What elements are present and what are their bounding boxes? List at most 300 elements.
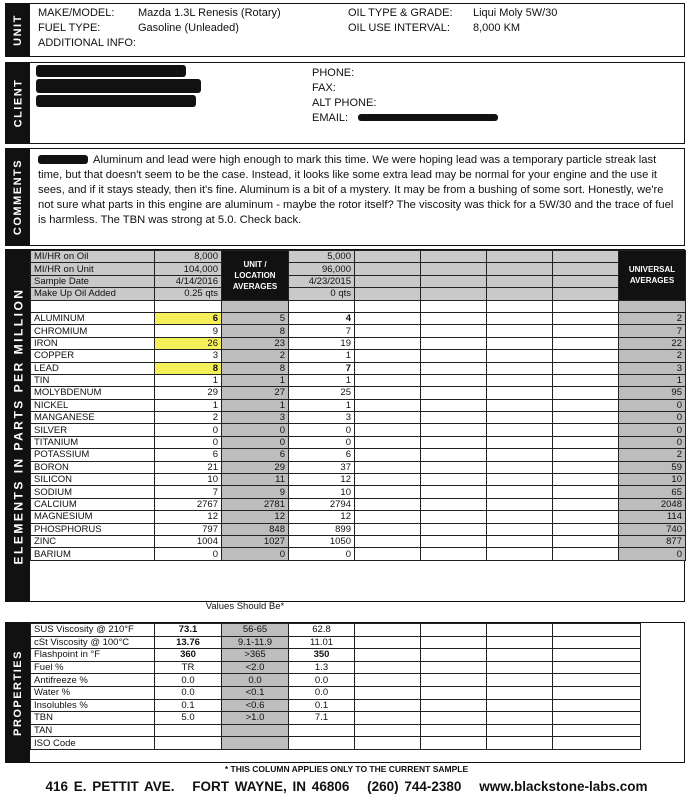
empty-cell [421, 412, 487, 424]
property-should-be: >365 [222, 649, 289, 662]
element-row [31, 312, 686, 324]
element-name: TITANIUM [31, 436, 155, 448]
property-name: Fuel % [31, 661, 155, 674]
element-unit-average: 1027 [222, 535, 289, 547]
info-row [31, 288, 686, 300]
element-universal-average: 2 [619, 312, 686, 324]
element-previous-value: 0 [289, 436, 355, 448]
empty-cell [355, 436, 421, 448]
empty-cell [487, 636, 553, 649]
element-previous-value: 899 [289, 523, 355, 535]
empty-cell [487, 362, 553, 374]
property-row [31, 712, 641, 725]
property-name: SUS Viscosity @ 210°F [31, 624, 155, 637]
element-name: NICKEL [31, 399, 155, 411]
empty-cell [487, 251, 553, 263]
empty-cell [487, 686, 553, 699]
empty-cell [355, 511, 421, 523]
client-section [5, 62, 685, 144]
element-current-value: 12 [155, 511, 222, 523]
empty-cell [421, 535, 487, 547]
element-unit-average: 5 [222, 312, 289, 324]
element-unit-average: 9 [222, 486, 289, 498]
empty-cell [487, 424, 553, 436]
empty-cell [421, 737, 487, 750]
empty-cell [355, 674, 421, 687]
redacted-email [358, 114, 498, 121]
property-current-value: 5.0 [155, 712, 222, 725]
empty-cell [222, 300, 289, 312]
empty-cell [355, 548, 421, 560]
values-should-be-header: Values Should Be* [205, 601, 285, 612]
element-current-value: 10 [155, 474, 222, 486]
property-name: cSt Viscosity @ 100°C [31, 636, 155, 649]
element-row [31, 449, 686, 461]
empty-cell [487, 275, 553, 287]
element-current-value: 3 [155, 350, 222, 362]
empty-cell [487, 511, 553, 523]
empty-cell [487, 624, 553, 637]
property-should-be [222, 737, 289, 750]
empty-cell [553, 498, 619, 510]
empty-cell [355, 449, 421, 461]
empty-cell [487, 436, 553, 448]
element-row [31, 523, 686, 535]
property-previous-value: 0.0 [289, 674, 355, 687]
property-previous-value: 7.1 [289, 712, 355, 725]
element-universal-average: 0 [619, 399, 686, 411]
element-current-value: 0 [155, 548, 222, 560]
element-name: ZINC [31, 535, 155, 547]
info-label: MI/HR on Unit [31, 263, 155, 275]
empty-cell [421, 325, 487, 337]
element-previous-value: 0 [289, 424, 355, 436]
empty-cell [553, 712, 641, 725]
element-row [31, 362, 686, 374]
info-current-value: 104,000 [155, 263, 222, 275]
element-current-value: 7 [155, 486, 222, 498]
empty-cell [553, 535, 619, 547]
element-row [31, 337, 686, 349]
info-previous-value: 5,000 [289, 251, 355, 263]
property-current-value: 73.1 [155, 624, 222, 637]
empty-cell [487, 312, 553, 324]
empty-cell [487, 712, 553, 725]
empty-cell [421, 486, 487, 498]
empty-cell [553, 449, 619, 461]
empty-cell [487, 399, 553, 411]
element-name: MOLYBDENUM [31, 387, 155, 399]
empty-cell [421, 724, 487, 737]
element-universal-average: 7 [619, 325, 686, 337]
property-current-value: 0.0 [155, 674, 222, 687]
empty-cell [421, 399, 487, 411]
element-unit-average: 0 [222, 424, 289, 436]
empty-cell [355, 412, 421, 424]
email-field: EMAIL: [312, 112, 349, 124]
empty-cell [553, 724, 641, 737]
empty-cell [553, 548, 619, 560]
element-universal-average: 1 [619, 374, 686, 386]
element-unit-average: 848 [222, 523, 289, 535]
element-current-value: 6 [155, 312, 222, 324]
additional-info-field: ADDITIONAL INFO: [38, 37, 136, 49]
element-name: ALUMINUM [31, 312, 155, 324]
property-previous-value: 0.1 [289, 699, 355, 712]
empty-cell [421, 461, 487, 473]
element-row [31, 436, 686, 448]
empty-cell [421, 523, 487, 535]
empty-cell [421, 686, 487, 699]
empty-cell [355, 474, 421, 486]
property-row [31, 661, 641, 674]
empty-cell [487, 523, 553, 535]
element-current-value: 6 [155, 449, 222, 461]
property-row [31, 724, 641, 737]
elements-table [30, 250, 686, 561]
fax-field: FAX: [312, 82, 336, 94]
spacer-row [31, 300, 686, 312]
element-current-value: 21 [155, 461, 222, 473]
empty-cell [421, 511, 487, 523]
empty-cell [355, 350, 421, 362]
info-previous-value: 0 qts [289, 288, 355, 300]
empty-cell [421, 449, 487, 461]
empty-cell [553, 288, 619, 300]
empty-cell [487, 461, 553, 473]
empty-cell [355, 712, 421, 725]
element-current-value: 1004 [155, 535, 222, 547]
element-name: CALCIUM [31, 498, 155, 510]
element-universal-average: 3 [619, 362, 686, 374]
element-previous-value: 1050 [289, 535, 355, 547]
element-unit-average: 23 [222, 337, 289, 349]
alt-phone-field: ALT PHONE: [312, 97, 377, 109]
element-current-value: 8 [155, 362, 222, 374]
property-row [31, 686, 641, 699]
empty-cell [553, 624, 641, 637]
element-current-value: 9 [155, 325, 222, 337]
universal-averages-header: UNIVERSAL AVERAGES [619, 251, 686, 301]
element-current-value: 29 [155, 387, 222, 399]
element-name: BORON [31, 461, 155, 473]
property-row [31, 674, 641, 687]
empty-cell [421, 649, 487, 662]
empty-cell [553, 686, 641, 699]
client-section-label: CLIENT [6, 63, 30, 143]
element-universal-average: 22 [619, 337, 686, 349]
empty-cell [421, 350, 487, 362]
property-name: Water % [31, 686, 155, 699]
element-previous-value: 7 [289, 362, 355, 374]
empty-cell [355, 737, 421, 750]
element-universal-average: 2 [619, 449, 686, 461]
property-name: Flashpoint in °F [31, 649, 155, 662]
empty-cell [355, 337, 421, 349]
element-unit-average: 27 [222, 387, 289, 399]
empty-cell [487, 548, 553, 560]
element-row [31, 461, 686, 473]
empty-cell [487, 674, 553, 687]
property-current-value: 13.76 [155, 636, 222, 649]
property-should-be: <0.6 [222, 699, 289, 712]
element-unit-average: 12 [222, 511, 289, 523]
element-name: TIN [31, 374, 155, 386]
property-current-value: 0.0 [155, 686, 222, 699]
empty-cell [553, 649, 641, 662]
empty-cell [553, 474, 619, 486]
lab-footer [0, 779, 693, 794]
element-unit-average: 0 [222, 436, 289, 448]
element-name: MAGNESIUM [31, 511, 155, 523]
unit-section [5, 3, 685, 57]
empty-cell [355, 535, 421, 547]
element-current-value: 1 [155, 374, 222, 386]
oil-interval-value: 8,000 KM [473, 22, 521, 34]
oil-type-field: OIL TYPE & GRADE: Liqui Moly 5W/30 [348, 7, 558, 19]
element-name: MANGANESE [31, 412, 155, 424]
empty-cell [553, 436, 619, 448]
footer-address: 416 E. PETTIT AVE. [45, 779, 175, 794]
empty-cell [421, 674, 487, 687]
element-name: SILICON [31, 474, 155, 486]
property-name: TBN [31, 712, 155, 725]
element-row [31, 535, 686, 547]
empty-cell [421, 374, 487, 386]
properties-table [30, 623, 641, 750]
fuel-type-field: FUEL TYPE: Gasoline (Unleaded) [38, 22, 239, 34]
info-label: Sample Date [31, 275, 155, 287]
empty-cell [553, 511, 619, 523]
property-should-be: 0.0 [222, 674, 289, 687]
element-row [31, 325, 686, 337]
empty-cell [487, 300, 553, 312]
comments-section [5, 148, 685, 246]
element-row [31, 374, 686, 386]
element-current-value: 2767 [155, 498, 222, 510]
element-universal-average: 10 [619, 474, 686, 486]
property-should-be: 9.1-11.9 [222, 636, 289, 649]
empty-cell [421, 362, 487, 374]
empty-cell [421, 300, 487, 312]
phone-field: PHONE: [312, 67, 355, 79]
element-universal-average: 0 [619, 436, 686, 448]
empty-cell [487, 325, 553, 337]
empty-cell [487, 737, 553, 750]
element-row [31, 486, 686, 498]
unit-averages-header: UNIT / LOCATION AVERAGES [222, 251, 289, 301]
property-current-value [155, 724, 222, 737]
element-unit-average: 1 [222, 399, 289, 411]
empty-cell [553, 636, 641, 649]
property-row [31, 649, 641, 662]
element-previous-value: 0 [289, 548, 355, 560]
empty-cell [553, 263, 619, 275]
property-should-be: 56-65 [222, 624, 289, 637]
element-row [31, 548, 686, 560]
empty-cell [619, 300, 686, 312]
property-previous-value [289, 724, 355, 737]
empty-cell [355, 399, 421, 411]
property-name: Insolubles % [31, 699, 155, 712]
element-name: PHOSPHORUS [31, 523, 155, 535]
element-previous-value: 3 [289, 412, 355, 424]
empty-cell [553, 699, 641, 712]
make-model-field: MAKE/MODEL: Mazda 1.3L Renesis (Rotary) [38, 7, 281, 19]
element-previous-value: 37 [289, 461, 355, 473]
property-row [31, 699, 641, 712]
empty-cell [355, 661, 421, 674]
element-row [31, 474, 686, 486]
info-label: MI/HR on Oil [31, 251, 155, 263]
empty-cell [421, 436, 487, 448]
empty-cell [421, 312, 487, 324]
info-current-value: 4/14/2016 [155, 275, 222, 287]
fuel-type-value: Gasoline (Unleaded) [138, 22, 239, 34]
empty-cell [421, 699, 487, 712]
empty-cell [553, 674, 641, 687]
empty-cell [421, 474, 487, 486]
element-universal-average: 740 [619, 523, 686, 535]
empty-cell [355, 724, 421, 737]
element-previous-value: 12 [289, 474, 355, 486]
empty-cell [487, 699, 553, 712]
oil-type-value: Liqui Moly 5W/30 [473, 7, 558, 19]
property-previous-value: 1.3 [289, 661, 355, 674]
info-previous-value: 96,000 [289, 263, 355, 275]
element-unit-average: 2781 [222, 498, 289, 510]
empty-cell [421, 263, 487, 275]
empty-cell [355, 387, 421, 399]
empty-cell [289, 300, 355, 312]
element-current-value: 797 [155, 523, 222, 535]
element-previous-value: 1 [289, 350, 355, 362]
element-current-value: 2 [155, 412, 222, 424]
element-name: SILVER [31, 424, 155, 436]
element-name: CHROMIUM [31, 325, 155, 337]
element-unit-average: 1 [222, 374, 289, 386]
empty-cell [355, 699, 421, 712]
redacted-city [36, 95, 196, 107]
element-row [31, 387, 686, 399]
property-previous-value: 350 [289, 649, 355, 662]
element-name: LEAD [31, 362, 155, 374]
element-current-value: 0 [155, 424, 222, 436]
empty-cell [553, 325, 619, 337]
empty-cell [355, 424, 421, 436]
element-unit-average: 11 [222, 474, 289, 486]
empty-cell [31, 300, 155, 312]
element-previous-value: 1 [289, 374, 355, 386]
empty-cell [355, 523, 421, 535]
info-current-value: 8,000 [155, 251, 222, 263]
empty-cell [421, 288, 487, 300]
info-row [31, 251, 686, 263]
property-current-value: 0.1 [155, 699, 222, 712]
element-previous-value: 10 [289, 486, 355, 498]
empty-cell [355, 486, 421, 498]
element-unit-average: 2 [222, 350, 289, 362]
property-name: Antifreeze % [31, 674, 155, 687]
info-label: Make Up Oil Added [31, 288, 155, 300]
element-previous-value: 4 [289, 312, 355, 324]
empty-cell [487, 486, 553, 498]
element-name: SODIUM [31, 486, 155, 498]
element-universal-average: 95 [619, 387, 686, 399]
property-current-value: TR [155, 661, 222, 674]
empty-cell [487, 337, 553, 349]
element-unit-average: 8 [222, 362, 289, 374]
empty-cell [487, 263, 553, 275]
element-unit-average: 3 [222, 412, 289, 424]
info-previous-value: 4/23/2015 [289, 275, 355, 287]
empty-cell [553, 523, 619, 535]
comments-section-label: COMMENTS [6, 149, 30, 245]
empty-cell [487, 449, 553, 461]
empty-cell [421, 251, 487, 263]
element-universal-average: 2048 [619, 498, 686, 510]
empty-cell [553, 461, 619, 473]
empty-cell [421, 661, 487, 674]
empty-cell [421, 498, 487, 510]
empty-cell [553, 387, 619, 399]
element-row [31, 412, 686, 424]
empty-cell [553, 399, 619, 411]
empty-cell [421, 636, 487, 649]
empty-cell [355, 275, 421, 287]
footer-phone: (260) 744-2380 [367, 779, 462, 794]
empty-cell [355, 263, 421, 275]
property-previous-value: 62.8 [289, 624, 355, 637]
property-current-value [155, 737, 222, 750]
property-previous-value [289, 737, 355, 750]
empty-cell [355, 461, 421, 473]
empty-cell [355, 362, 421, 374]
element-unit-average: 6 [222, 449, 289, 461]
empty-cell [487, 387, 553, 399]
element-previous-value: 25 [289, 387, 355, 399]
element-row [31, 498, 686, 510]
oil-interval-field: OIL USE INTERVAL: 8,000 KM [348, 22, 521, 34]
empty-cell [355, 636, 421, 649]
property-should-be: <2.0 [222, 661, 289, 674]
element-previous-value: 12 [289, 511, 355, 523]
element-current-value: 1 [155, 399, 222, 411]
empty-cell [553, 424, 619, 436]
empty-cell [355, 498, 421, 510]
property-should-be: >1.0 [222, 712, 289, 725]
make-model-value: Mazda 1.3L Renesis (Rotary) [138, 7, 281, 19]
element-row [31, 424, 686, 436]
property-name: ISO Code [31, 737, 155, 750]
element-current-value: 0 [155, 436, 222, 448]
element-previous-value: 1 [289, 399, 355, 411]
empty-cell [553, 362, 619, 374]
element-universal-average: 0 [619, 548, 686, 560]
redacted-address [36, 79, 201, 93]
empty-cell [355, 374, 421, 386]
empty-cell [355, 686, 421, 699]
empty-cell [487, 474, 553, 486]
element-name: COPPER [31, 350, 155, 362]
element-unit-average: 0 [222, 548, 289, 560]
info-row [31, 263, 686, 275]
empty-cell [355, 300, 421, 312]
element-universal-average: 0 [619, 412, 686, 424]
empty-cell [355, 288, 421, 300]
unit-section-label: UNIT [6, 4, 30, 56]
element-unit-average: 29 [222, 461, 289, 473]
